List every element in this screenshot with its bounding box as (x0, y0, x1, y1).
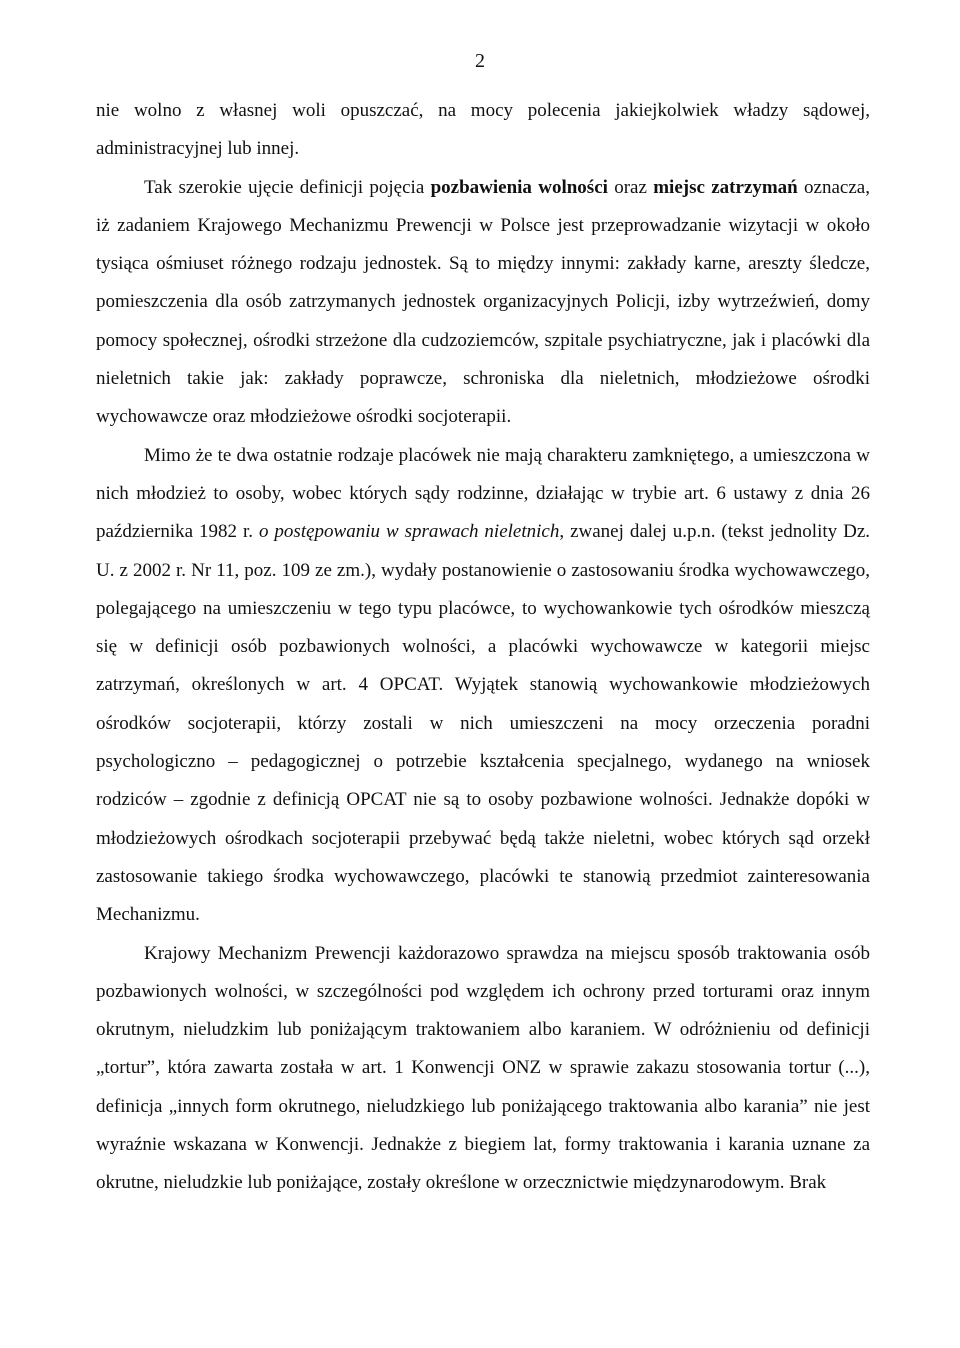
paragraph-text: , zwanej dalej u.p.n. (tekst jednolity Dz. U. z 2002 r. Nr 11, poz. 109 ze zm.), wydały postanowienie o zastosowaniu środka wychowawczego, polegającego na umieszczeniu w tego typu placówce, to wychowankowie tych ośrodków mieszczą się w definicji osób pozbawionych wolności, a placówki wychowawcze w kategorii miejsc zatrzymań, określonych w art. 4 OPCAT. Wyjątek stanowią wychowankowie młodzieżowych ośrodków socjoterapii, którzy zostali w nich umieszczeni na mocy orzeczenia poradni psychologiczno – pedagogicznej o potrzebie kształcenia specjalnego, wydanego na wniosek rodziców – zgodnie z definicją OPCAT nie są to osoby pozbawione wolności. Jednakże dopóki w młodzieżowych ośrodkach socjoterapii przebywać będą także nieletni, wobec których sąd orzekł zastosowanie takiego środka wychowawczego, placówki te stanowią przedmiot zainteresowania Mechanizmu. (96, 521, 871, 926)
paragraph-text: oznacza, iż zadaniem Krajowego Mechanizmu Prewencji w Polsce jest przeprowadzanie wizytacji w około tysiąca ośmiuset różnego rodzaju jednostek. Są to między innymi: zakłady karne, areszty śledcze, pomieszczenia dla osób zatrzymanych jednostek organizacyjnych Policji, izby wytrzeźwień, domy pomocy społecznej, ośrodki strzeżone dla cudzoziemców, szpitale psychiatryczne, jak i placówki dla nieletnich takie jak: zakłady poprawcze, schroniska dla nieletnich, młodzieżowe ośrodki wychowawcze oraz młodzieżowe ośrodki socjoterapii. (96, 176, 870, 428)
bold-term-deprivation-of-liberty: pozbawienia wolności (430, 176, 608, 198)
paragraph-text: Tak szerokie ujęcie definicji pojęcia (144, 176, 431, 198)
document-body (96, 92, 870, 1203)
paragraph-treatment-verification: Krajowy Mechanizm Prewencji każdorazowo sprawdza na miejscu sposób traktowania osób pozbawionych wolności, w szczególności pod względem ich ochrony przed torturami oraz innym okrutnym, nieludzkim lub poniżającym traktowaniem albo karaniem. W odróżnieniu od definicji „tortur”, która zawarta została w art. 1 Konwencji ONZ w sprawie zakazu stosowania tortur (...), definicja „innych form okrutnego, nieludzkiego lub poniżającego traktowania albo karania” nie jest wyraźnie wskazana w Konwencji. Jednakże z biegiem lat, formy traktowania i karania uznane za okrutne, nieludzkie lub poniżające, zostały określone w orzecznictwie międzynarodowym. Brak (96, 942, 870, 1194)
page-number: 2 (475, 50, 485, 72)
paragraph-juvenile-facilities (96, 437, 870, 935)
paragraph-scope-definition (96, 169, 870, 437)
paragraph-text: oraz (607, 176, 654, 198)
paragraph-text: Mimo że te dwa ostatnie rodzaje placówek nie mają charakteru zamkniętego, a umieszczona w nich młodzież to osoby, wobec których sądy rodzinne, działając w trybie art. 6 ustawy z dnia 26 października 1982 r. (96, 444, 870, 543)
paragraph-continuation: nie wolno z własnej woli opuszczać, na mocy polecenia jakiejkolwiek władzy sądowej, administracyjnej lub innej. (96, 100, 870, 160)
italic-act-title: o postępowaniu w sprawach nieletnich (258, 521, 560, 543)
bold-term-places-of-detention: miejsc zatrzymań (653, 176, 798, 198)
